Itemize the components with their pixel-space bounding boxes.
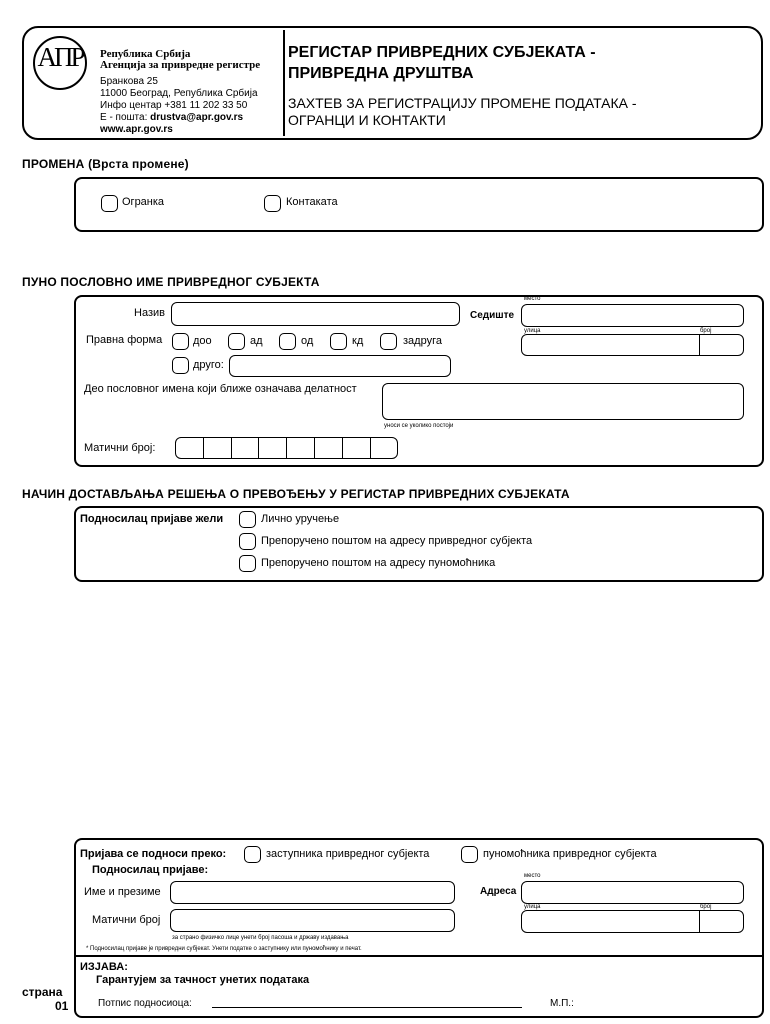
checkbox-contacts-label: Контаката	[286, 196, 338, 208]
reg-number-cell	[370, 438, 371, 458]
delivery-heading: НАЧИН ДОСТАВЉАЊА РЕШЕЊА О ПРЕВОЂЕЊУ У РЕГИСТАР ПРИВРЕДНИХ СУБЈЕКАТА	[22, 487, 570, 501]
reg-number-cell	[231, 438, 232, 458]
via-proxy-label: пуномоћника привредног субјекта	[483, 848, 657, 860]
checkbox-form-kd[interactable]	[330, 333, 347, 350]
form-title-2: ПРИВРЕДНА ДРУШТВА	[288, 65, 474, 82]
applicant-place-hint: место	[524, 873, 541, 879]
page-label: страна	[22, 985, 63, 999]
business-heading: ПУНО ПОСЛОВНО ИМЕ ПРИВРЕДНОГ СУБЈЕКТА	[22, 275, 320, 289]
checkbox-delivery-company[interactable]	[239, 533, 256, 550]
reg-number-cell	[258, 438, 259, 458]
checkbox-branch[interactable]	[101, 195, 118, 212]
reg-number-label: Матични број:	[84, 442, 156, 454]
applicant-reg-input[interactable]	[170, 909, 455, 932]
stamp-label: М.П.:	[550, 998, 574, 1009]
activity-hint: уноси се уколико постоји	[384, 423, 454, 429]
reg-number-cell	[203, 438, 204, 458]
name-label: Назив	[134, 307, 165, 319]
seat-street-input[interactable]	[521, 334, 744, 356]
checkbox-via-proxy[interactable]	[461, 846, 478, 863]
activity-input[interactable]	[382, 383, 744, 420]
checkbox-delivery-personal[interactable]	[239, 511, 256, 528]
activity-label: Део пословног имена који ближе означава делатност	[84, 383, 357, 395]
org-info-center: Инфо центар +381 11 202 33 50	[100, 100, 248, 111]
form-kd-label: кд	[352, 335, 364, 347]
form-title-1: РЕГИСТАР ПРИВРЕДНИХ СУБЈЕКАТА -	[288, 44, 596, 61]
reg-number-input[interactable]	[175, 437, 398, 459]
statement-heading: ИЗЈАВА:	[80, 961, 128, 973]
org-name-2: Агенција за привредне регистре	[100, 59, 261, 71]
applicant-street-hint: улица	[524, 904, 541, 910]
applicant-wish-label: Подносилац пријаве жели	[80, 513, 224, 525]
form-od-label: од	[301, 335, 314, 347]
signature-label: Потпис подносиоца:	[98, 998, 192, 1009]
applicant-place-input[interactable]	[521, 881, 744, 904]
statement-divider	[76, 955, 762, 957]
form-other-input[interactable]	[229, 355, 451, 377]
form-ad-label: ад	[250, 335, 263, 347]
website-link[interactable]: www.apr.gov.rs	[100, 124, 173, 135]
checkbox-delivery-proxy[interactable]	[239, 555, 256, 572]
checkbox-form-ad[interactable]	[228, 333, 245, 350]
applicant-footnote: * Подносилац пријаве је привредни субјекат. Унети податке о заступнику или пуномоћнику и печат.	[86, 946, 362, 952]
via-representative-label: заступника привредног субјекта	[266, 848, 430, 860]
delivery-company-label: Препоручено поштом на адресу привредног субјекта	[261, 535, 533, 547]
legal-form-label: Правна форма	[86, 334, 163, 346]
form-other-label: друго:	[193, 359, 224, 371]
reg-number-cell	[342, 438, 343, 458]
form-cooperative-label: задруга	[403, 335, 442, 347]
applicant-address-label: Адреса	[480, 886, 517, 897]
checkbox-contacts[interactable]	[264, 195, 281, 212]
page-number: 01	[55, 999, 69, 1013]
email-label: Е - пошта:	[100, 112, 151, 123]
seat-street-hint: улица	[524, 328, 541, 334]
delivery-proxy-label: Препоручено поштом на адресу пуномоћника	[261, 557, 496, 569]
applicant-number-hint: број	[700, 904, 712, 910]
org-address-2: 11000 Београд, Република Србија	[100, 88, 258, 99]
change-heading: ПРОМЕНА (Врста промене)	[22, 157, 189, 171]
reg-number-cell	[286, 438, 287, 458]
apr-logo-text: АПР	[37, 42, 83, 72]
checkbox-form-other[interactable]	[172, 357, 189, 374]
checkbox-form-cooperative[interactable]	[380, 333, 397, 350]
form-doo-label: доо	[193, 335, 212, 347]
checkbox-via-representative[interactable]	[244, 846, 261, 863]
change-box	[74, 177, 764, 232]
checkbox-form-doo[interactable]	[172, 333, 189, 350]
org-email-line	[100, 112, 243, 123]
applicant-name-input[interactable]	[170, 881, 455, 904]
form-subtitle-1: ЗАХТЕВ ЗА РЕГИСТРАЦИЈУ ПРОМЕНЕ ПОДАТАКА -	[288, 95, 637, 111]
applicant-heading: Подносилац пријаве:	[92, 864, 209, 876]
org-name-1: Република Србија	[100, 48, 191, 60]
delivery-personal-label: Лично уручење	[261, 513, 340, 525]
statement-text: Гарантујем за тачност унетих података	[96, 974, 310, 986]
seat-label: Седиште	[470, 310, 515, 321]
applicant-reg-label: Матични број	[92, 914, 161, 926]
reg-number-cell	[314, 438, 315, 458]
email-link[interactable]: drustva@apr.gov.rs	[150, 112, 244, 123]
seat-number-hint: број	[700, 328, 712, 334]
seat-place-hint: место	[524, 296, 541, 302]
applicant-number-divider	[699, 911, 700, 932]
form-subtitle-2: ОГРАНЦИ И КОНТАКТИ	[288, 112, 446, 128]
checkbox-branch-label: Огранка	[122, 196, 165, 208]
submit-via-label: Пријава се подноси преко:	[80, 848, 227, 860]
header-divider	[283, 30, 285, 136]
name-input[interactable]	[171, 302, 460, 326]
foreign-person-note: за страно физичко лице унети број пасоша и државу издавања	[172, 935, 349, 941]
seat-place-input[interactable]	[521, 304, 744, 327]
seat-number-divider	[699, 335, 700, 355]
applicant-street-input[interactable]	[521, 910, 744, 933]
org-address-1: Бранкова 25	[100, 76, 158, 87]
applicant-name-label: Име и презиме	[84, 886, 161, 898]
checkbox-form-od[interactable]	[279, 333, 296, 350]
signature-line[interactable]	[212, 1007, 522, 1008]
